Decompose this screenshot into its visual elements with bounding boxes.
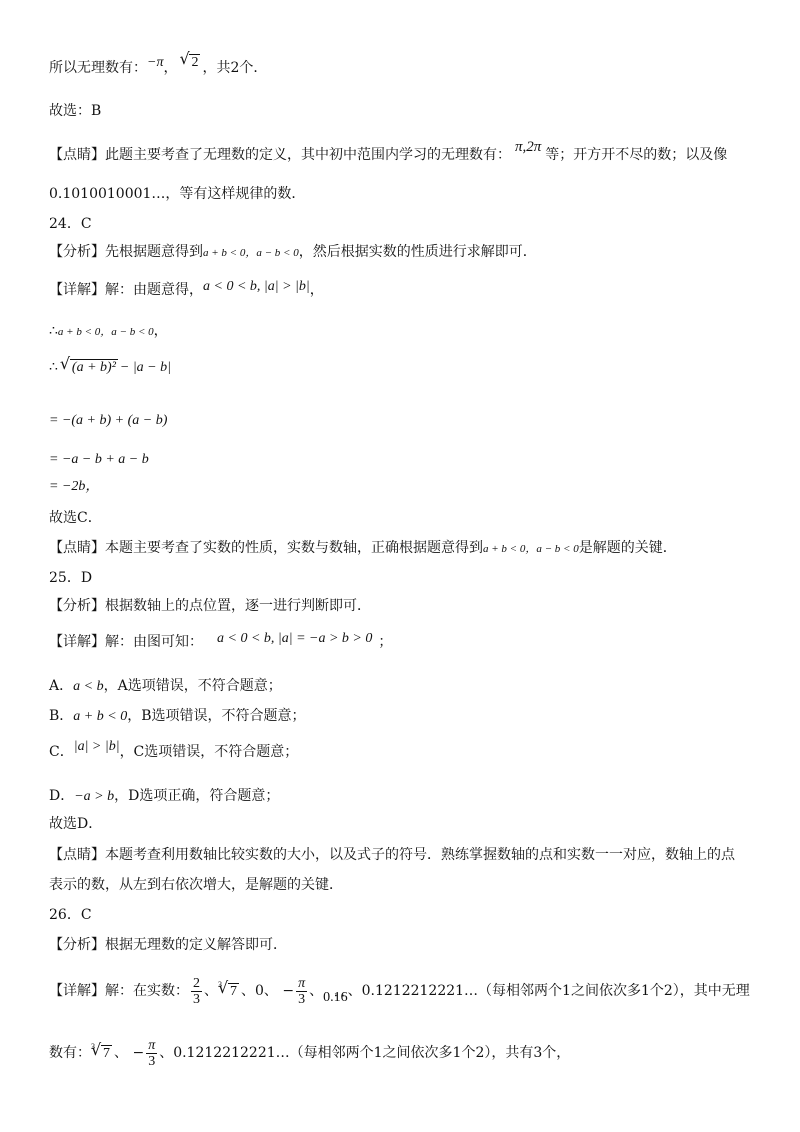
- option-c: C．|a| > |b|，C选项错误，不符合题意；: [49, 739, 299, 760]
- math-pi-list: π,2π: [515, 139, 542, 155]
- line-11: = −a − b + a − b: [49, 452, 149, 467]
- line-27: 【详解】解：在实数： $\frac{2}{3}$ 、$^3$√ 7 、0、 − $\frac{\pi}{3}$ 、0.• 1• 6、0.1212212221…（每相邻两个1之间依次多1个2），其中无理: [49, 968, 750, 1009]
- math-inequalities: a + b < 0，a − b < 0: [57, 326, 154, 338]
- math-cube-root-seven: √ 7: [218, 974, 239, 1009]
- line-10: = −(a + b) + (a − b): [49, 413, 168, 428]
- math-inequalities: a + b < 0，a − b < 0: [483, 543, 579, 555]
- line-22: 故选D．: [49, 816, 103, 832]
- math-sqrt-square: √ (a + b)²: [60, 357, 118, 378]
- math-repeating-decimal: 0.• 1• 6: [323, 990, 348, 1005]
- line-23: 【点睛】本题考查利用数轴比较实数的大小，以及式子的符号．熟练掌握数轴的点和实数一一对应，数轴上的点: [49, 847, 735, 863]
- line-8: ∴a + b < 0，a − b < 0，: [49, 323, 168, 339]
- line-9: ∴√ (a + b)² − |a − b|: [49, 357, 171, 378]
- fraction-two-thirds: $\frac{2}{3}$: [193, 975, 200, 1007]
- math-neg-pi: −π: [147, 55, 164, 70]
- line-28: 数有：$^3$√ 7 、 − $\frac{\pi}{3}$ 、0.1212212221…（每相邻两个1之间依次多1个2），共有3个，: [49, 1030, 570, 1071]
- line-13: 故选C．: [49, 510, 102, 526]
- line-14: 【点睛】本题主要考查了实数的性质，实数与数轴，正确根据题意得到a + b < 0，a − b < 0是解题的关键．: [49, 540, 677, 556]
- line-16: 【分析】根据数轴上的点位置，逐一进行判断即可．: [49, 598, 371, 614]
- math-cube-root-seven: √ 7: [91, 1036, 112, 1071]
- line-1: 所以无理数有：−π，√ 2 ，共2个．: [49, 58, 267, 79]
- line-6: 【分析】先根据题意得到a + b < 0，a − b < 0，然后根据实数的性质进行求解即可．: [49, 244, 537, 260]
- math-condition: a < 0 < b, |a| > |b|: [203, 279, 310, 294]
- fraction-pi-thirds: $\frac{\pi}{3}$: [298, 975, 306, 1007]
- fraction-pi-thirds: $\frac{\pi}{3}$: [148, 1037, 156, 1069]
- option-d: D．−a > b，D选项正确，符合题意；: [49, 788, 280, 804]
- option-a: A．a < b，A选项错误，不符合题意；: [49, 678, 282, 694]
- line-12: = −2b，: [49, 479, 100, 494]
- math-condition: a < 0 < b, |a| = −a > b > 0: [217, 631, 373, 646]
- line-17: 【详解】解：由图可知： a < 0 < b, |a| = −a > b > 0 ；: [49, 631, 393, 650]
- line-15: 25．D: [49, 570, 93, 586]
- line-5: 24．C: [49, 216, 92, 232]
- line-26: 【分析】根据无理数的定义解答即可．: [49, 937, 287, 953]
- line-25: 26．C: [49, 907, 92, 923]
- line-24: 表示的数，从左到右依次增大，是解题的关键．: [49, 877, 343, 893]
- line-7: 【详解】解：由题意得，a < 0 < b, |a| > |b|，: [49, 279, 324, 298]
- math-inequalities: a + b < 0，a − b < 0: [203, 247, 299, 259]
- line-3: 【点睛】此题主要考查了无理数的定义，其中初中范围内学习的无理数有： π,2π 等；开方开不尽的数；以及像: [49, 139, 728, 163]
- line-2: 故选：B: [49, 103, 102, 119]
- math-sqrt-two: √ 2: [179, 52, 200, 73]
- option-b: B．a + b < 0，B选项错误，不符合题意；: [49, 708, 306, 724]
- line-4: 0.1010010001…，等有这样规律的数．: [49, 186, 306, 202]
